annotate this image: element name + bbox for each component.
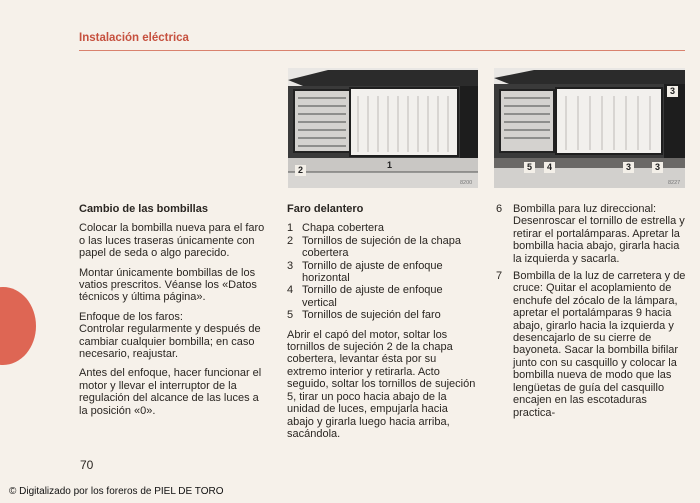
paragraph: Antes del enfoque, hacer funcionar el motor y llevar el interruptor de la regulación del alcance de las luces a la posición «0». — [79, 367, 262, 417]
headlight-illustration — [288, 68, 478, 188]
paragraph: Abrir el capó del motor, soltar los tornillos de sujeción 2 de la chapa cobertera, levantar ésta por su extremo interior y retirarla. Acto seguido, soltar los tornillos de sujeción 5, tirar un poco hacia abajo de la unidad de luces, empujarla hacia abajo y girarla luego hacia arriba, sacándola. — [287, 328, 476, 440]
item-number: 7 — [496, 270, 503, 283]
paragraph: Montar únicamente bombillas de los vatios prescritos. Véanse los «Datos técnicos y última página». — [79, 266, 257, 304]
item-text: Tornillo de ajuste de enfoque horizontal — [302, 259, 443, 285]
item-text: Bombilla de la luz de carretera y de cruce: Quitar el acoplamiento de enchufe del zócalo de la lámpara, apretar el portalámparas 9 hacia abajo, girarlo hacia la izquierda y desencajarlo de su cierre de bayoneta. Sacar la bombilla bifilar junto con su casquillo y colocar la bombilla nueva de modo que las lengüetas de guía del casquillo encajen en las escotaduras practica- — [513, 270, 686, 419]
paragraph — [79, 311, 269, 361]
item-text: Bombilla para luz direccional: Desenroscar el tornillo de estrella y retirar el portalámparas. Apretar la bombilla hacia abajo, girarla hacia la izquierda y sacarla. — [513, 203, 685, 265]
page-number: 70 — [80, 458, 94, 472]
callout-label: 5 — [524, 162, 535, 173]
section-tab-marker — [0, 287, 36, 365]
column-bulb-change — [79, 203, 269, 424]
footer-credit: © Digitalizado por los foreros de PIEL DE TORO — [9, 486, 224, 497]
list-item — [287, 222, 477, 234]
callout-label: 3 — [652, 162, 663, 173]
steps-list — [496, 203, 689, 419]
item-text: Tornillos de sujeción de la chapa cobertera — [302, 234, 461, 260]
item-text: Tornillos de sujeción del faro — [302, 309, 441, 322]
list-item — [287, 235, 477, 260]
callout-label: 4 — [544, 162, 555, 173]
list-item — [287, 284, 477, 309]
headlight-photo-opened — [494, 68, 685, 188]
paragraph: Colocar la bombilla nueva para el faro o las luces traseras únicamente con papel de seda o algo parecido. — [79, 222, 265, 260]
callout-label: 1 — [386, 160, 392, 170]
column-bulb-steps — [496, 203, 689, 426]
headlight-photo-front — [288, 68, 478, 188]
list-item — [287, 260, 477, 285]
callout-label: 3 — [623, 162, 634, 173]
item-number: 4 — [287, 284, 294, 297]
figure-code: 8200 — [460, 180, 473, 186]
header-rule — [79, 50, 685, 51]
column-front-headlight — [287, 203, 477, 447]
list-item — [496, 203, 689, 265]
section-title: Instalación eléctrica — [79, 32, 189, 44]
callout-label: 2 — [295, 165, 306, 176]
figure-code: 8227 — [668, 180, 681, 186]
section-heading: Cambio de las bombillas — [79, 203, 208, 215]
list-item — [496, 270, 689, 419]
item-text: Chapa cobertera — [302, 222, 384, 235]
item-number: 2 — [287, 234, 294, 247]
item-number: 1 — [287, 222, 294, 235]
item-number: 6 — [496, 203, 503, 215]
paragraph-title: Enfoque de los faros: — [79, 310, 183, 323]
item-number: 3 — [287, 259, 294, 272]
item-number: 5 — [287, 309, 294, 322]
list-item — [287, 309, 477, 321]
item-text: Tornillo de ajuste de enfoque vertical — [302, 284, 443, 309]
parts-list — [287, 222, 477, 321]
paragraph-body: Controlar regularmente y después de cambiar cualquier bombilla; en caso necesario, reajustar. — [79, 323, 261, 361]
callout-label: 3 — [667, 86, 678, 97]
section-heading: Faro delantero — [287, 203, 364, 215]
